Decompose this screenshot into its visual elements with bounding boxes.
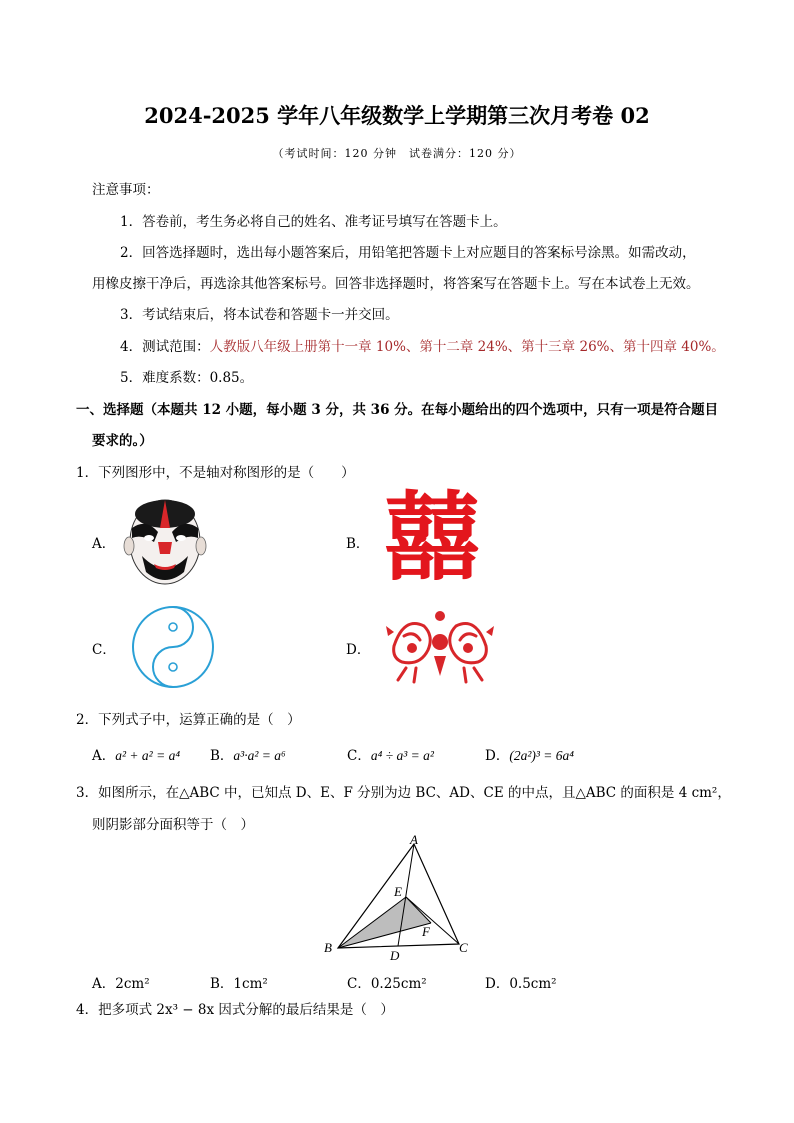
notice-item-2-line-1: 2．回答选择题时，选出每小题答案后，用铅笔把答题卡上对应题目的答案标号涂黑。如需改动， [120, 245, 696, 261]
notice-item-5: 5．难度系数：0.85。 [120, 370, 254, 386]
q1-stem: 1．下列图形中，不是轴对称图形的是（ ） [76, 465, 355, 481]
q2-option-a-expr: a² + a² = a⁴ [115, 748, 181, 763]
label-b: B [324, 940, 332, 955]
q4-stem: 4．把多项式 2x³ − 8x 因式分解的最后结果是（ ） [76, 1002, 394, 1018]
q2-option-d-label: D． [485, 748, 510, 764]
yin-yang-image [130, 604, 216, 690]
label-c: C [459, 940, 468, 955]
q2-option-a [92, 744, 180, 764]
notice-item-4-prefix: 4．测试范围： [120, 339, 210, 355]
q3-option-a: A．2cm² [92, 976, 150, 992]
triangle-diagram [318, 834, 478, 968]
notice-item-4 [120, 335, 725, 355]
q3-option-b: B．1cm² [210, 976, 268, 992]
q2-option-d-expr: (2a²)³ = 6a⁴ [509, 748, 574, 763]
q2-option-a-label: A． [92, 748, 116, 764]
q2-option-b-expr: a³·a² = a⁶ [233, 748, 286, 763]
twin-dragons-image [384, 606, 496, 686]
double-happiness-image: 囍 [384, 482, 480, 594]
notice-item-1: 1．答卷前，考生务必将自己的姓名、准考证号填写在答题卡上。 [120, 214, 507, 230]
section-heading-line-1: 一、选择题（本题共 12 小题，每小题 3 分，共 36 分。在每小题给出的四个选项中，只有一项是符合题目 [76, 402, 719, 418]
test-scope: 人教版八年级上册第十一章 10%、第十二章 24%、第十三章 26%、第十四章 40%。 [209, 339, 725, 355]
q3-stem-line-1: 3．如图所示，在△ABC 中，已知点 D、E、F 分别为边 BC、AD、CE 的中点，且△ABC 的面积是 4 cm²， [76, 785, 731, 801]
q2-option-c-expr: a⁴ ÷ a³ = a² [370, 748, 434, 763]
shaded-region [338, 897, 431, 948]
q3-stem-line-2: 则阴影部分面积等于（ ） [92, 817, 254, 833]
section-heading-line-2: 要求的。） [92, 433, 153, 449]
notice-item-2-line-2: 用橡皮擦干净后，再选涂其他答案标号。回答非选择题时，将答案写在答题卡上。写在本试卷上无效。 [92, 276, 700, 292]
exam-info: （考试时间：120 分钟 试卷满分：120 分） [272, 147, 522, 160]
notice-item-3: 3．考试结束后，将本试卷和答题卡一并交回。 [120, 307, 399, 323]
q2-option-b-label: B． [210, 748, 234, 764]
q3-option-d: D．0.5cm² [485, 976, 557, 992]
page-title: 2024-2025 学年八年级数学上学期第三次月考卷 02 [144, 103, 650, 128]
q2-option-c [347, 744, 434, 764]
label-d: D [390, 948, 400, 963]
q2-stem: 2．下列式子中，运算正确的是（ ） [76, 712, 301, 728]
q1-option-d-label: D． [346, 642, 371, 658]
notice-heading: 注意事项： [92, 182, 160, 198]
q2-option-b [210, 744, 286, 764]
q1-option-c-label: C． [92, 642, 116, 658]
q2-option-c-label: C． [347, 748, 371, 764]
q3-option-c: C．0.25cm² [347, 976, 427, 992]
label-f: F [422, 924, 430, 939]
label-a: A [410, 834, 418, 847]
q2-option-d [485, 744, 574, 764]
q1-option-a-label: A． [92, 536, 116, 552]
opera-mask-image [118, 498, 212, 586]
q1-option-b-label: B． [346, 536, 370, 552]
label-e: E [394, 884, 402, 899]
